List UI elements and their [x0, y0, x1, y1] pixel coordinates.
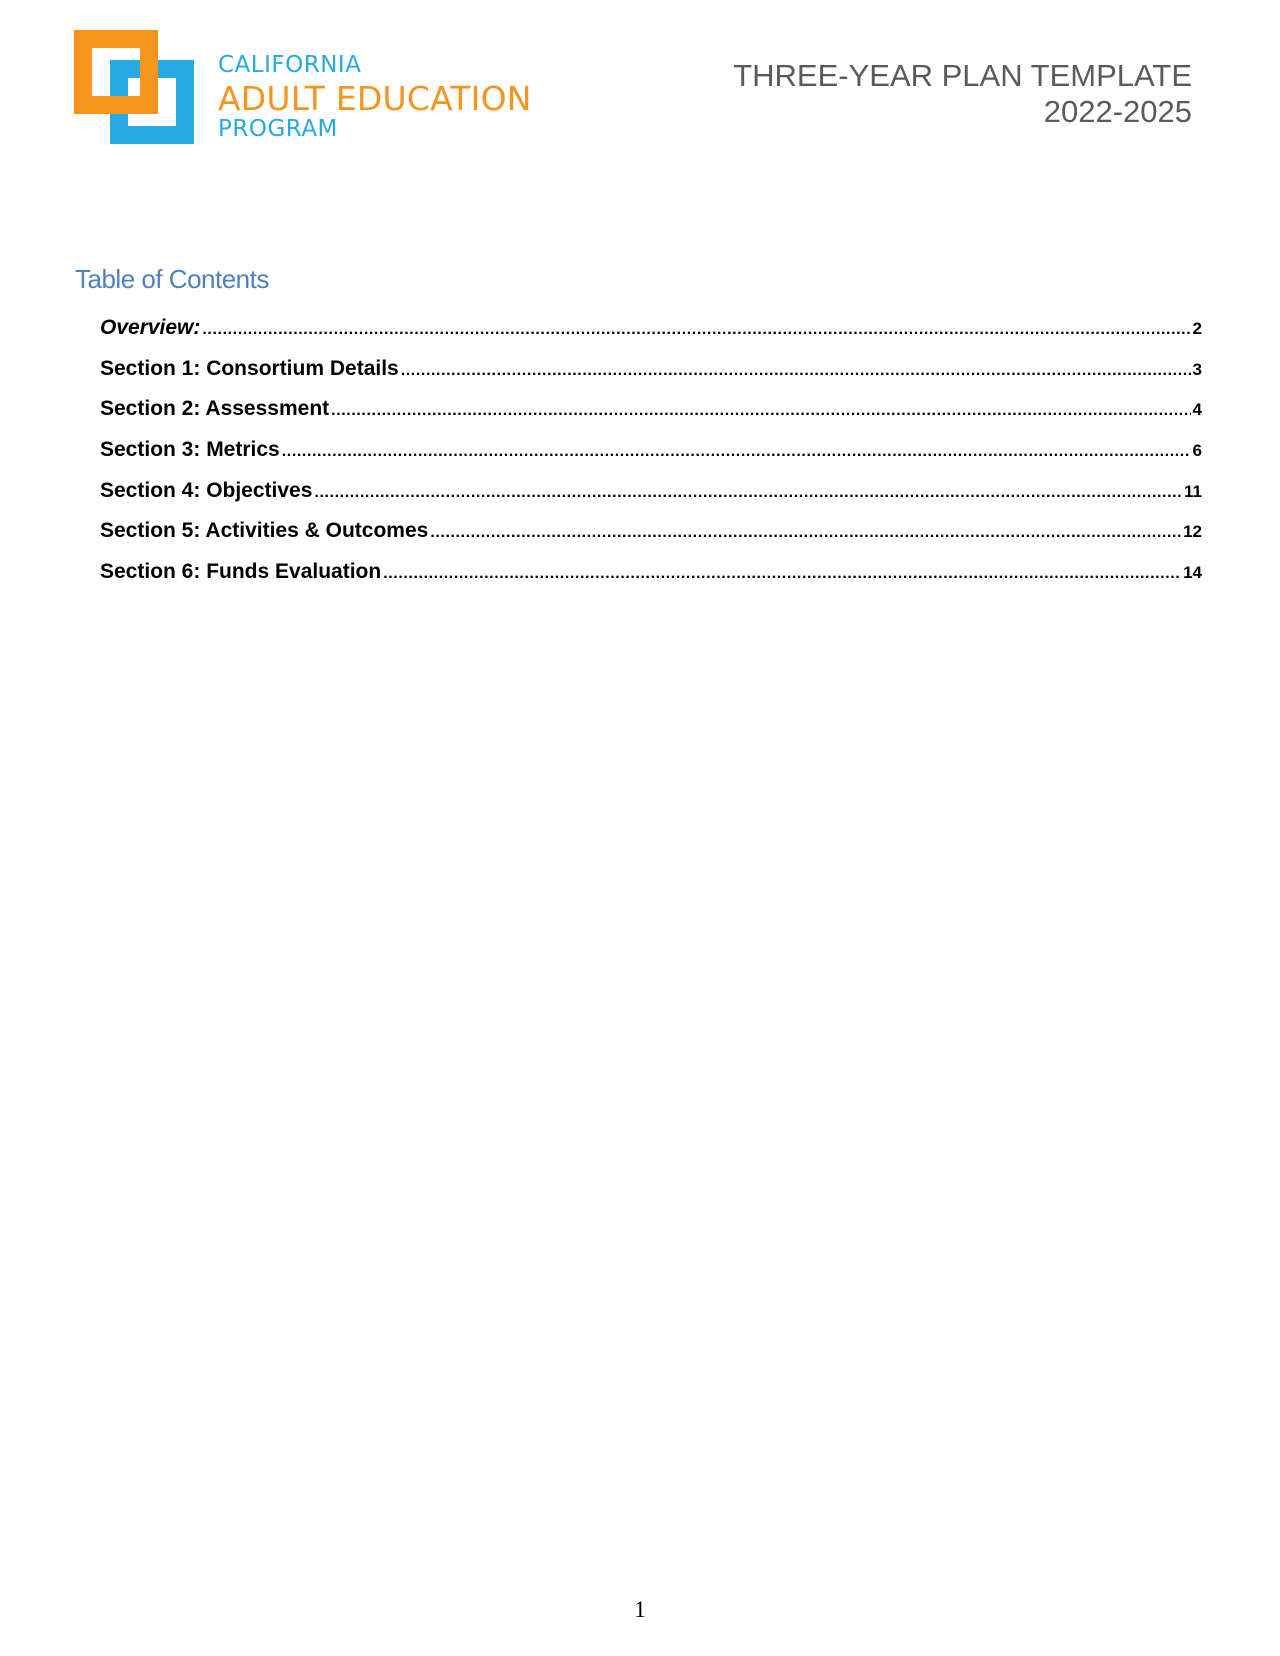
toc-entry-label: Section 5: Activities & Outcomes [100, 519, 429, 543]
cal-adult-ed-logo [74, 30, 574, 150]
document-title-years: 2022-2025 [1043, 94, 1192, 129]
document-title-line1: THREE-YEAR PLAN TEMPLATE [733, 58, 1192, 93]
toc-entry-page: 4 [1192, 400, 1202, 420]
table-of-contents [100, 316, 1202, 601]
toc-entry-section-4[interactable] [100, 479, 1202, 520]
toc-leader-dots [383, 565, 1181, 583]
toc-entry-page: 11 [1184, 481, 1202, 501]
toc-entry-overview[interactable] [100, 316, 1202, 357]
toc-entry-section-3[interactable] [100, 438, 1202, 479]
page-number: 1 [634, 1597, 646, 1622]
toc-entry-section-6[interactable] [100, 560, 1202, 601]
toc-leader-dots [401, 362, 1191, 380]
toc-entry-label: Section 4: Objectives [100, 478, 313, 502]
toc-leader-dots [314, 484, 1182, 502]
document-title [733, 58, 1192, 130]
toc-entry-page: 12 [1183, 522, 1202, 542]
logo-mark-icon [74, 30, 196, 146]
toc-entry-label: Section 3: Metrics [100, 438, 280, 462]
toc-entry-label: Section 2: Assessment [100, 397, 330, 421]
toc-leader-dots [282, 443, 1191, 461]
logo-line-program: PROGRAM [218, 116, 338, 142]
toc-leader-dots [331, 402, 1190, 420]
toc-entry-section-1[interactable] [100, 357, 1202, 398]
logo-line-adult-education: ADULT EDUCATION [218, 79, 532, 118]
toc-entry-page: 2 [1192, 319, 1202, 338]
logo-line-california: CALIFORNIA [218, 52, 362, 78]
toc-leader-dots [202, 321, 1190, 339]
toc-heading: Table of Contents [75, 264, 269, 294]
toc-entry-page: 6 [1192, 441, 1202, 461]
toc-entry-section-2[interactable] [100, 397, 1202, 438]
toc-entry-label: Section 1: Consortium Details [100, 356, 399, 380]
toc-leader-dots [430, 524, 1181, 542]
toc-entry-page: 14 [1183, 563, 1202, 583]
toc-entry-label: Section 6: Funds Evaluation [100, 560, 382, 584]
logo-wordmark [218, 54, 532, 141]
toc-entry-page: 3 [1192, 359, 1202, 379]
toc-entry-label: Overview: [100, 316, 201, 339]
toc-entry-section-5[interactable] [100, 519, 1202, 560]
